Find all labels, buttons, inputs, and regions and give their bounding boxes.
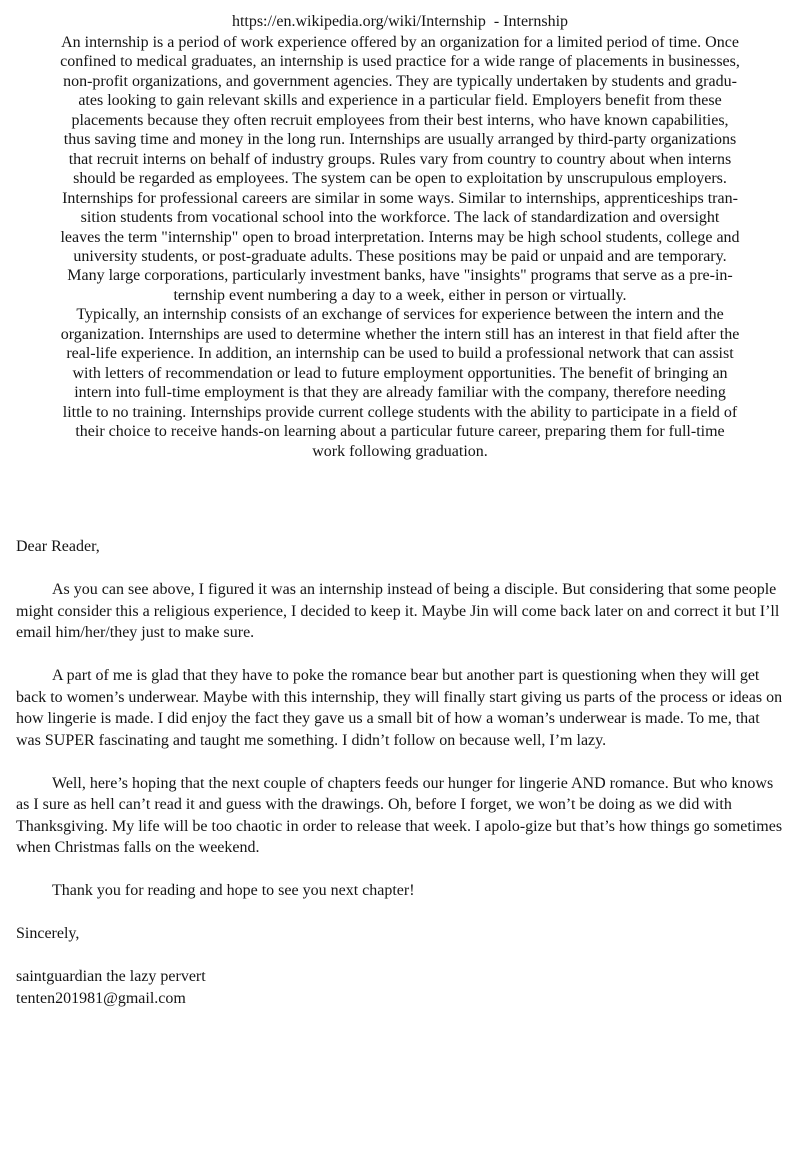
article-line: their choice to receive hands-on learning about a particular future career, preparing them for full-time [75, 423, 725, 441]
article-title: Internship [503, 13, 569, 30]
letter-closing: Sincerely, [16, 925, 80, 942]
letter-greeting: Dear Reader, [16, 538, 100, 555]
article-line: intern into full-time employment is that they are already familiar with the company, therefore needing [74, 384, 726, 402]
article-paragraph-2 [14, 305, 786, 461]
header-separator: - [485, 13, 504, 30]
article-line: real-life experience. In addition, an internship can be used to build a professional network that can assist [66, 345, 734, 363]
article-line: thus saving time and money in the long run. Internships are usually arranged by third-party organizations [63, 131, 737, 149]
article-line: organization. Internships are used to determine whether the intern still has an interest in that field after the [60, 325, 740, 343]
article-line: with letters of recommendation or lead to future employment opportunities. The benefit of bringing an [72, 364, 728, 382]
article-line: should be regarded as employees. The system can be open to exploitation by unscrupulous employers. [73, 170, 727, 188]
article-line: ates looking to gain relevant skills and experience in a particular field. Employers benefit from these [78, 92, 722, 110]
letter-email: tenten201981@gmail.com [16, 989, 186, 1007]
article-line: work following graduation. [312, 442, 488, 460]
letter [16, 536, 786, 1009]
page-header [0, 12, 800, 32]
source-url: https://en.wikipedia.org/wiki/Internship [231, 13, 486, 30]
letter-paragraph-4: Thank you for reading and hope to see you next chapter! [52, 882, 415, 899]
letter-paragraph-2: A part of me is glad that they have to poke the romance bear but another part is questioning when they will get back to women’s underwear. Maybe with this internship, they will finally start giving us parts of the process or ideas on how lingerie is made. I did enjoy the fact they gave us a small bit of how a woman’s underwear is made. To me, that was SUPER fascinating and taught me something. I didn’t follow on because well, I’m lazy. [16, 667, 783, 749]
letter-paragraph-1: As you can see above, I figured it was an internship instead of being a disciple. But considering that some people might consider this a religious experience, I decided to keep it. Maybe Jin will come back later on and correct it but I’ll email him/her/they just to make sure. [16, 581, 780, 641]
article-line: leaves the term "internship" open to broad interpretation. Interns may be high school students, college and [60, 228, 740, 246]
letter-paragraph-3: Well, here’s hoping that the next couple of chapters feeds our hunger for lingerie AND romance. But who knows as I sure as hell can’t read it and guess with the drawings. Oh, before I forget, we won’t be doing as we did with Thanksgiving. My life will be too chaotic in order to release that week. I apolo-gize but that’s how things go sometimes when Christmas falls on the weekend. [16, 774, 783, 856]
letter-signature: saintguardian the lazy pervert [16, 968, 206, 985]
article-line: Internships for professional careers are similar in some ways. Similar to internships, apprenticeships tran- [62, 189, 738, 207]
article-line: ternship event numbering a day to a week, either in person or virtually. [173, 286, 627, 304]
article-line: little to no training. Internships provide current college students with the ability to participate in a field of [62, 403, 738, 421]
article-line: sition students from vocational school into the workforce. The lack of standardization and oversight [80, 209, 720, 227]
article-paragraph-1 [14, 33, 786, 305]
article-line: that recruit interns on behalf of industry groups. Rules vary from country to country about when interns [68, 150, 732, 168]
article-line: Typically, an internship consists of an exchange of services for experience between the intern and the [76, 306, 724, 324]
article-line: university students, or post-graduate adults. These positions may be paid or unpaid and are temporary. [73, 247, 727, 265]
article-excerpt [14, 33, 786, 461]
article-line: non-profit organizations, and government agencies. They are typically undertaken by students and gradu- [63, 72, 737, 90]
article-line: Many large corporations, particularly investment banks, have "insights" programs that serve as a pre-in- [67, 267, 733, 285]
article-line: An internship is a period of work experience offered by an organization for a limited period of time. Once [61, 34, 739, 51]
article-line: confined to medical graduates, an internship is used practice for a wide range of placements in businesses, [60, 53, 740, 71]
article-line: placements because they often recruit employees from their best interns, who have known capabilities, [71, 111, 729, 129]
